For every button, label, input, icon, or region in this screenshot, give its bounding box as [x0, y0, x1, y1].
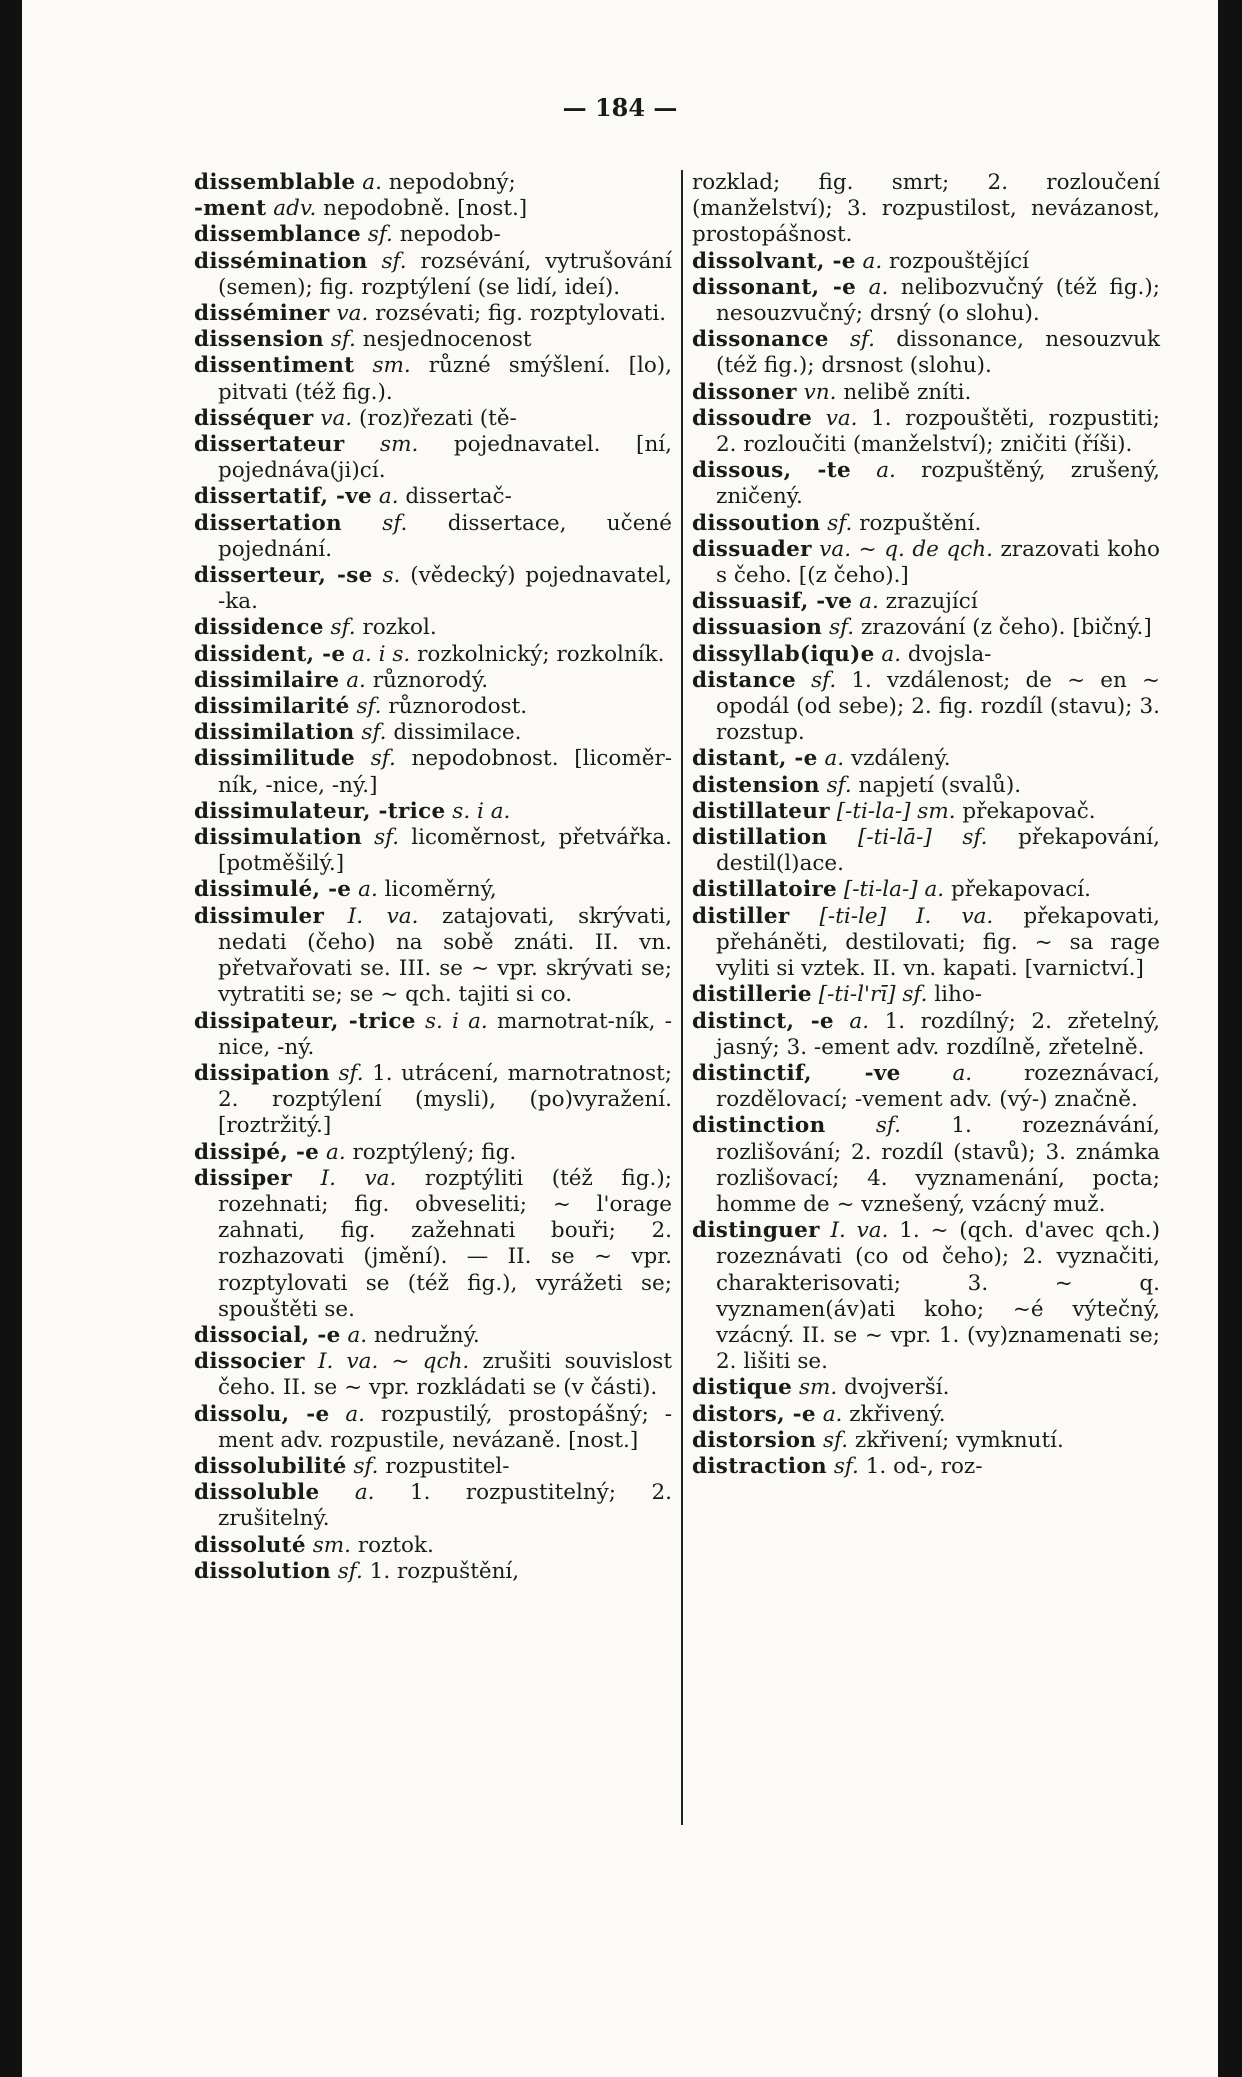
entry-grammar: a. — [822, 1401, 843, 1427]
entry-headword: distinctif, -ve — [692, 1060, 901, 1086]
entry-definition: nepodobnost. [licoměr-ník, -nice, -ný.] — [218, 746, 672, 798]
dictionary-entry — [194, 1061, 672, 1140]
entry-definition: licoměrnost, přetvářka. [potměšilý.] — [218, 825, 672, 877]
dictionary-entry — [194, 170, 672, 196]
entry-headword: dissemblance — [194, 222, 361, 248]
dictionary-entry — [692, 1428, 1160, 1454]
entry-definition: nelibě zníti. — [843, 379, 972, 405]
entry-grammar: sf. — [875, 1113, 901, 1139]
entry-grammar: sm. — [799, 1375, 838, 1401]
entry-grammar: vn. — [803, 379, 837, 405]
entry-headword: distique — [692, 1375, 793, 1401]
dictionary-entry — [194, 1454, 672, 1480]
dictionary-entry — [194, 249, 672, 301]
entry-grammar: I. va. — [830, 1218, 889, 1244]
entry-grammar: I. va. ~ qch. — [317, 1349, 470, 1375]
dictionary-entry — [194, 668, 672, 694]
entry-headword: dissimilation — [194, 720, 355, 746]
entry-headword: dissémination — [194, 248, 368, 274]
entry-grammar: adv. — [273, 196, 317, 222]
entry-grammar: a. — [358, 877, 378, 903]
entry-headword: distinction — [692, 1113, 826, 1139]
column-divider — [681, 170, 683, 1825]
dictionary-entry — [194, 432, 672, 484]
entry-grammar: a. — [868, 274, 889, 300]
entry-grammar: va. — [336, 301, 369, 327]
dictionary-entry — [194, 511, 672, 563]
dictionary-entry — [692, 746, 1160, 772]
entry-grammar: a. — [881, 641, 902, 667]
entry-headword: dissimulé, -e — [194, 877, 352, 903]
entry-headword: distors, -e — [692, 1401, 816, 1427]
entry-headword: dissuasion — [692, 615, 823, 641]
dictionary-entry — [692, 1454, 1160, 1480]
entry-grammar: [-ti-la-] sm. — [836, 798, 956, 824]
dictionary-entry — [692, 275, 1160, 327]
entry-definition: dvojverší. — [844, 1375, 950, 1401]
entry-definition: zatajovati, skrývati, nedati (čeho) na sobě znáti. II. vn. přetvařovati se. III. se ~ vpr. skrývati se; vytratiti se; se ~ qch. tajiti si co. — [218, 903, 672, 1008]
entry-grammar: sf. — [823, 1427, 849, 1453]
dictionary-entry — [692, 1061, 1160, 1113]
entry-definition: (roz)řezati (tě- — [358, 405, 517, 431]
dictionary-entry — [692, 1218, 1160, 1375]
dictionary-entry — [194, 1533, 672, 1559]
dictionary-entry — [692, 904, 1160, 983]
entry-headword: dissolu, -e — [194, 1401, 330, 1427]
entry-definition: nepodobně. [nost.] — [323, 196, 528, 222]
entry-definition: zkřivený. — [849, 1401, 946, 1427]
entry-grammar: s. — [382, 563, 401, 589]
dictionary-entry — [194, 196, 672, 222]
entry-headword: dissimulation — [194, 825, 363, 851]
entry-headword: distinct, -e — [692, 1008, 834, 1034]
entry-headword: distorsion — [692, 1427, 817, 1453]
entry-grammar: a. — [952, 1060, 973, 1086]
entry-definition: 1. od-, roz- — [865, 1453, 983, 1479]
entry-definition: rozkolnický; rozkolník. — [417, 641, 665, 667]
dictionary-entry — [194, 877, 672, 903]
entry-headword: -ment — [194, 196, 267, 222]
entry-headword: distinguer — [692, 1218, 820, 1244]
entry-headword: dissoluté — [194, 1532, 306, 1558]
entry-grammar: sf. — [338, 1060, 364, 1086]
entry-definition: dissonance, nesouzvuk (též fig.); drsnost (slohu). — [716, 327, 1160, 379]
dictionary-entry — [194, 406, 672, 432]
entry-grammar: a. — [859, 589, 879, 615]
entry-definition: 1. vzdálenost; de ~ en ~ opodál (od sebe); 2. fig. rozdíl (stavu); 3. rozstup. — [716, 667, 1160, 746]
dictionary-entry — [194, 1140, 672, 1166]
dictionary-entry — [194, 720, 672, 746]
entry-headword: dissension — [194, 327, 324, 353]
entry-headword: dissyllab(iqu)e — [692, 641, 875, 667]
entry-definition: 1. rozdílný; 2. zřetelný, jasný; 3. -ement adv. rozdílně, zřetelně. — [716, 1008, 1160, 1060]
entry-grammar: sf. — [370, 746, 396, 772]
entry-headword: dissoudre — [692, 405, 813, 431]
entry-headword: distiller — [692, 903, 790, 929]
entry-definition: rozeznávací, rozdělovací; -vement adv. (vý-) značně. — [716, 1060, 1160, 1113]
entry-headword: dissimilitude — [194, 746, 356, 772]
entry-headword: distraction — [692, 1453, 827, 1479]
dictionary-page — [22, 0, 1218, 2077]
dictionary-entry — [692, 982, 1160, 1008]
entry-grammar: a. — [378, 484, 399, 510]
dictionary-entry — [194, 1480, 672, 1532]
entry-definition: pojednavatel. [ní, pojednáva(ji)cí. — [218, 432, 672, 484]
entry-grammar: sf. — [827, 510, 853, 536]
entry-definition: rozpustitel- — [385, 1453, 510, 1479]
entry-grammar: sf. — [826, 772, 852, 798]
dictionary-entry — [194, 563, 672, 615]
entry-headword: dissident, -e — [194, 641, 346, 667]
dictionary-entry — [194, 484, 672, 510]
entry-headword: dissolubilité — [194, 1453, 347, 1479]
dictionary-entry — [692, 170, 1160, 249]
dictionary-entry — [692, 249, 1160, 275]
entry-definition: zrazovati koho s čeho. [(z čeho).] — [716, 536, 1160, 589]
entry-definition: zrazování (z čeho). [bičný.] — [860, 615, 1152, 641]
dictionary-entry — [194, 301, 672, 327]
entry-grammar: a. — [362, 170, 382, 195]
dictionary-entry — [194, 1402, 672, 1454]
entry-headword: distillerie — [692, 982, 812, 1008]
entry-definition: překapování, destil(l)ace. — [716, 825, 1160, 877]
dictionary-entry — [692, 1375, 1160, 1401]
dictionary-entry — [692, 458, 1160, 510]
entry-grammar: I. va. — [320, 1165, 397, 1191]
entry-definition: rozptýlený; fig. — [352, 1139, 517, 1165]
dictionary-entry — [194, 615, 672, 641]
entry-grammar: sm. — [372, 353, 411, 379]
entry-definition: (vědecký) pojednavatel, -ka. — [218, 563, 672, 615]
entry-headword: dissimulateur, -trice — [194, 798, 446, 824]
entry-grammar: sf. — [330, 327, 356, 353]
dictionary-entry — [194, 1559, 672, 1585]
entry-headword: dissertatif, -ve — [194, 484, 373, 510]
entry-definition: rozpuštěný, zrušený, zničený. — [716, 458, 1160, 510]
entry-headword: dissimilaire — [194, 667, 340, 693]
entry-definition: 1. rozpuštění, — [369, 1558, 520, 1584]
entry-definition: zrušiti souvislost čeho. II. se ~ vpr. rozkládati se (v části). — [218, 1349, 672, 1401]
left-column — [194, 170, 672, 1585]
dictionary-entry — [692, 615, 1160, 641]
entry-grammar: [-ti-l'rī] sf. — [818, 982, 928, 1008]
entry-grammar: sf. — [374, 825, 400, 851]
entry-grammar: I. va. — [347, 903, 419, 929]
entry-definition: rozpuštění. — [859, 510, 982, 536]
entry-definition: 1. rozpouštěti, rozpustiti; 2. rozloučiti (manželství); zničiti (říši). — [716, 405, 1160, 458]
entry-headword: dissonant, -e — [692, 274, 857, 300]
entry-grammar: a. — [347, 1322, 368, 1348]
entry-definition: překapovati, přeháněti, destilovati; fig. ~ sa rage vyliti si vztek. II. vn. kapati. [varnictví.] — [716, 903, 1160, 982]
entry-headword: distillation — [692, 825, 828, 851]
entry-definition: vzdálený. — [850, 746, 951, 772]
entry-definition: zrazující — [885, 589, 978, 615]
entry-definition: dissertace, učené pojednání. — [218, 510, 672, 562]
entry-grammar: a. — [354, 1480, 375, 1506]
entry-headword: distension — [692, 772, 820, 798]
entry-grammar: sf. — [367, 222, 393, 248]
entry-headword: dissiper — [194, 1165, 293, 1191]
entry-headword: dissocier — [194, 1349, 305, 1375]
entry-definition: rozpustilý, prostopášný; -ment adv. rozpustile, nevázaně. [nost.] — [218, 1401, 672, 1453]
entry-grammar: va. — [825, 405, 858, 431]
entry-grammar: a. — [849, 1008, 870, 1034]
entry-definition: rozsévati; fig. rozptylovati. — [375, 301, 667, 327]
entry-headword: distance — [692, 667, 796, 693]
entry-grammar: va. ~ q. de qch. — [819, 536, 993, 562]
entry-definition: různorodý. — [372, 667, 489, 693]
entry-definition: 1. ~ (qch. d'avec qch.) rozeznávati (co od čeho); 2. vyznačiti, charakterisovati; 3. ~ q. vyznamen(áv)ati koho; ~é výtečný, vzácný. II. se ~ vpr. 1. (vy)znamenati se; 2. lišiti se. — [716, 1218, 1160, 1375]
dictionary-entry — [692, 406, 1160, 458]
entry-definition: marnotrat-ník, -nice, -ný. — [218, 1008, 672, 1060]
entry-definition: 1. utrácení, marnotratnost; 2. rozptýlení (mysli), (po)vyražení. [roztržitý.] — [218, 1060, 672, 1139]
entry-headword: disséminer — [194, 301, 330, 327]
entry-headword: distillatoire — [692, 877, 838, 903]
dictionary-entry — [194, 1323, 672, 1349]
entry-headword: dissimilarité — [194, 694, 350, 720]
dictionary-entry — [194, 1009, 672, 1061]
dictionary-entry — [194, 353, 672, 405]
entry-headword: disséquer — [194, 405, 314, 431]
entry-headword: dissolvant, -e — [692, 248, 856, 274]
entry-definition: licoměrný, — [384, 877, 497, 903]
dictionary-entry — [692, 589, 1160, 615]
entry-headword: dissoution — [692, 510, 821, 536]
dictionary-entry — [692, 799, 1160, 825]
entry-headword: dissolution — [194, 1558, 331, 1584]
entry-grammar: [-ti-lā-] sf. — [858, 825, 988, 851]
entry-grammar: sf. — [361, 720, 387, 746]
entry-headword: dissoluble — [194, 1480, 320, 1506]
entry-headword: dissoner — [692, 379, 797, 405]
entry-grammar: sf. — [849, 327, 876, 353]
entry-definition: liho- — [934, 982, 983, 1008]
entry-definition: překapovací. — [950, 877, 1092, 903]
entry-grammar: va. — [320, 405, 353, 431]
entry-grammar: sm. — [312, 1532, 351, 1558]
dictionary-entry — [194, 222, 672, 248]
entry-definition: nepodobný; — [388, 170, 516, 195]
entry-headword: dissipateur, -trice — [194, 1008, 416, 1034]
entry-grammar: a. — [326, 1139, 346, 1165]
entry-definition: rozptýliti (též fig.); rozehnati; fig. obveseliti; ~ l'orage zahnati, fig. zažehnati bouři; 2. rozhazovati (jmění). — II. se ~ vpr. rozptylovati se (též fig.), vyrážeti se; spouštěti se. — [218, 1165, 672, 1322]
entry-grammar: sf. — [356, 694, 382, 720]
entry-headword: dissemblable — [194, 170, 356, 195]
entry-grammar: s. i a. — [424, 1008, 488, 1034]
dictionary-entry — [692, 877, 1160, 903]
entry-grammar: sf. — [811, 667, 837, 693]
entry-grammar: sm. — [380, 432, 419, 458]
entry-grammar: sf. — [330, 615, 356, 641]
entry-definition: napjetí (svalů). — [858, 772, 1022, 798]
entry-definition: zkřivení; vymknutí. — [854, 1427, 1064, 1453]
dictionary-entry — [692, 380, 1160, 406]
dictionary-entry — [692, 825, 1160, 877]
entry-grammar: sf. — [833, 1453, 859, 1479]
dictionary-entry — [692, 668, 1160, 747]
entry-grammar: sf. — [381, 248, 407, 274]
entry-headword: dissuader — [692, 536, 812, 562]
entry-definition: roztok. — [357, 1532, 434, 1558]
entry-grammar: [-ti-le] I. va. — [819, 903, 994, 929]
entry-definition: dvojsla- — [907, 641, 992, 667]
dictionary-entry — [194, 799, 672, 825]
entry-definition: rozpouštějící — [889, 248, 1029, 274]
entry-grammar: a. — [862, 248, 883, 274]
entry-headword: dissimuler — [194, 903, 325, 929]
dictionary-entry — [194, 1349, 672, 1401]
dictionary-entry — [692, 773, 1160, 799]
dictionary-entry — [692, 1009, 1160, 1061]
entry-grammar: a. — [345, 1401, 365, 1427]
entry-definition: rozklad; fig. smrt; 2. rozloučení (manželství); 3. rozpustilost, nevázanost, prostopášnost. — [692, 170, 1160, 248]
entry-definition: nesjednocenost — [362, 327, 532, 353]
entry-grammar: sf. — [829, 615, 855, 641]
entry-definition: 1. rozpustitelný; 2. zrušitelný. — [218, 1480, 672, 1532]
dictionary-entry — [692, 537, 1160, 589]
dictionary-entry — [692, 1402, 1160, 1428]
dictionary-entry — [692, 1113, 1160, 1218]
dictionary-entry — [692, 511, 1160, 537]
entry-grammar: sf. — [382, 510, 408, 536]
entry-definition: různé smýšlení. [lo), pitvati (též fig.). — [218, 353, 672, 405]
entry-definition: nepodob- — [399, 222, 501, 248]
entry-definition: překapovač. — [962, 798, 1096, 824]
entry-headword: dissonance — [692, 327, 829, 353]
entry-headword: disserteur, -se — [194, 563, 373, 589]
dictionary-entry — [194, 694, 672, 720]
entry-definition: nedružný. — [373, 1322, 480, 1348]
entry-grammar: sf. — [337, 1558, 363, 1584]
dictionary-entry — [194, 904, 672, 1009]
entry-headword: dissous, -te — [692, 458, 851, 484]
entry-definition: 1. rozeznávání, rozlišování; 2. rozdíl (stavů); 3. známka rozlišovací; 4. vyznamenání, pocta; homme de ~ vznešený, vzácný muž. — [716, 1113, 1160, 1217]
entry-definition: rozkol. — [362, 615, 437, 641]
entry-headword: dissentiment — [194, 353, 355, 379]
entry-headword: dissertateur — [194, 432, 345, 458]
right-column — [692, 170, 1160, 1480]
dictionary-entry — [194, 746, 672, 798]
entry-headword: dissocial, -e — [194, 1322, 341, 1348]
entry-headword: dissipé, -e — [194, 1139, 320, 1165]
entry-headword: dissidence — [194, 615, 324, 641]
dictionary-entry — [194, 1166, 672, 1323]
entry-grammar: a. — [346, 667, 366, 693]
entry-grammar: a. — [876, 458, 896, 484]
page-number: — 184 — — [562, 93, 678, 122]
entry-headword: distillateur — [692, 798, 830, 824]
dictionary-entry — [194, 327, 672, 353]
entry-definition: nelibozvučný (též fig.); nesouzvučný; drsný (o slohu). — [716, 274, 1160, 327]
dictionary-entry — [692, 642, 1160, 668]
entry-grammar: a. i s. — [352, 641, 411, 667]
entry-headword: dissuasif, -ve — [692, 589, 853, 615]
entry-grammar: sf. — [353, 1453, 379, 1479]
entry-headword: distant, -e — [692, 746, 818, 772]
entry-definition: rozsévání, vytrušování (semen); fig. rozptýlení (se lidí, ideí). — [218, 248, 673, 300]
entry-headword: dissertation — [194, 510, 342, 536]
entry-grammar: s. i a. — [452, 798, 511, 824]
entry-definition: různorodost. — [388, 694, 528, 720]
dictionary-entry — [194, 642, 672, 668]
dictionary-entry — [194, 825, 672, 877]
entry-definition: dissimilace. — [393, 720, 522, 746]
dictionary-entry — [692, 327, 1160, 379]
entry-definition: dissertač- — [405, 484, 512, 510]
entry-grammar: a. — [824, 746, 845, 772]
entry-grammar: [-ti-la-] a. — [843, 877, 945, 903]
entry-headword: dissipation — [194, 1060, 330, 1086]
